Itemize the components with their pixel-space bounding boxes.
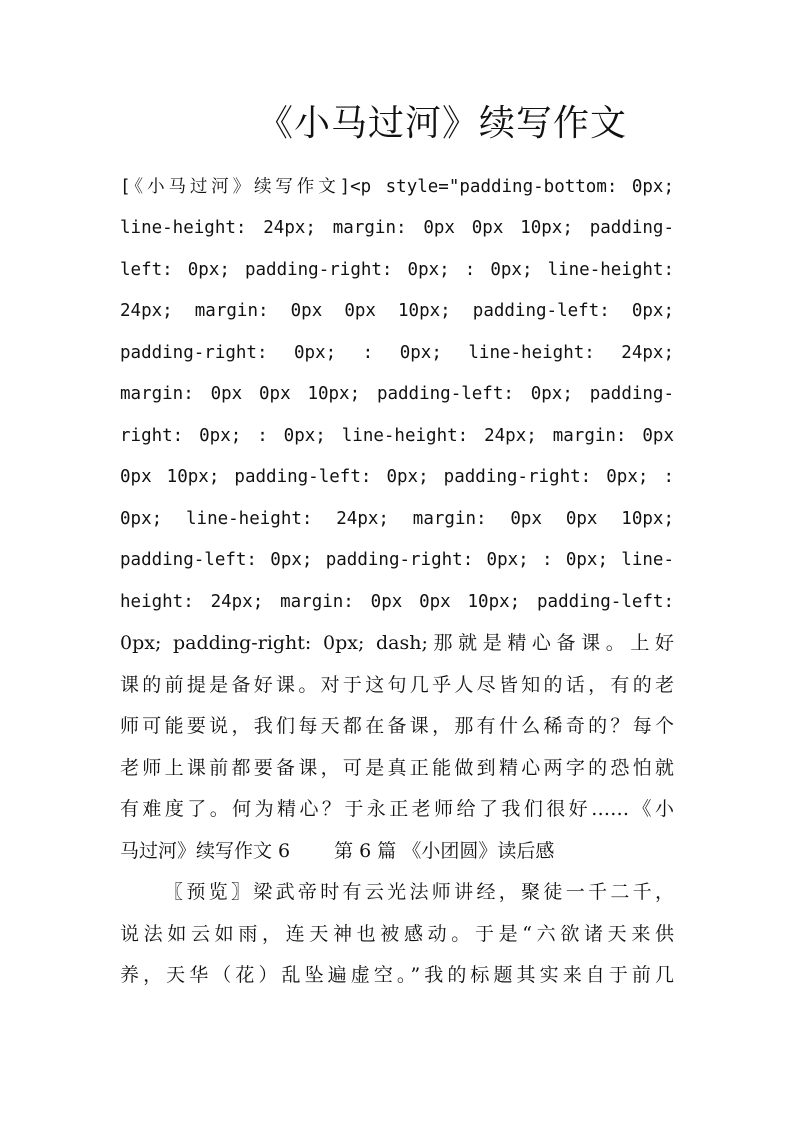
text-line: 养，天华（花）乱坠遍虚空。”我的标题其实来自于前几 <box>120 964 674 986</box>
text-line: 〖预览〗梁武帝时有云光法师讲经，聚徒一千二千， <box>164 881 674 903</box>
text-segment: 马过河》续写作文 6 <box>120 840 291 862</box>
text-line: height: 24px; margin: 0px 0px 10px; padding-left: <box>120 592 674 612</box>
text-line: 24px; margin: 0px 0px 10px; padding-left: 0px; <box>120 301 674 321</box>
text-line: line-height: 24px; margin: 0px 0px 10px; padding- <box>120 218 674 238</box>
text-line: 师可能要说，我们每天都在备课，那有什么稀奇的？每个 <box>120 715 674 737</box>
text-line: left: 0px; padding-right: 0px; : 0px; line-height: <box>120 260 674 280</box>
text-line <box>120 836 674 866</box>
text-line: 0px; line-height: 24px; margin: 0px 0px 10px; <box>120 509 674 529</box>
text-line: right: 0px; : 0px; line-height: 24px; margin: 0px <box>120 426 674 446</box>
text-line: 0px 10px; padding-left: 0px; padding-right: 0px; : <box>120 467 674 487</box>
text-line: padding-left: 0px; padding-right: 0px; : 0px; line- <box>120 550 674 570</box>
text-line: margin: 0px 0px 10px; padding-left: 0px; padding- <box>120 384 674 404</box>
text-line: 课的前提是备好课。对于这句几乎人尽皆知的话，有的老 <box>120 674 674 696</box>
text-line: [《小马过河》续写作文]<p style="padding-bottom: 0px; <box>120 177 674 197</box>
text-segment: 第 6 篇 《小团圆》读后感 <box>334 840 555 862</box>
page-title: 《小马过河》续写作文 <box>256 103 627 144</box>
text-line: 0px; padding-right: 0px; dash;那就是精心备课。上好 <box>120 632 674 654</box>
text-line: padding-right: 0px; : 0px; line-height: 24px; <box>120 343 674 363</box>
text-line: 说法如云如雨，连天神也被感动。于是“六欲诸天来供 <box>120 923 674 945</box>
text-line: 有难度了。何为精心？于永正老师给了我们很好……《小 <box>120 798 674 820</box>
text-line: 老师上课前都要备课，可是真正能做到精心两字的恐怕就 <box>120 757 674 779</box>
